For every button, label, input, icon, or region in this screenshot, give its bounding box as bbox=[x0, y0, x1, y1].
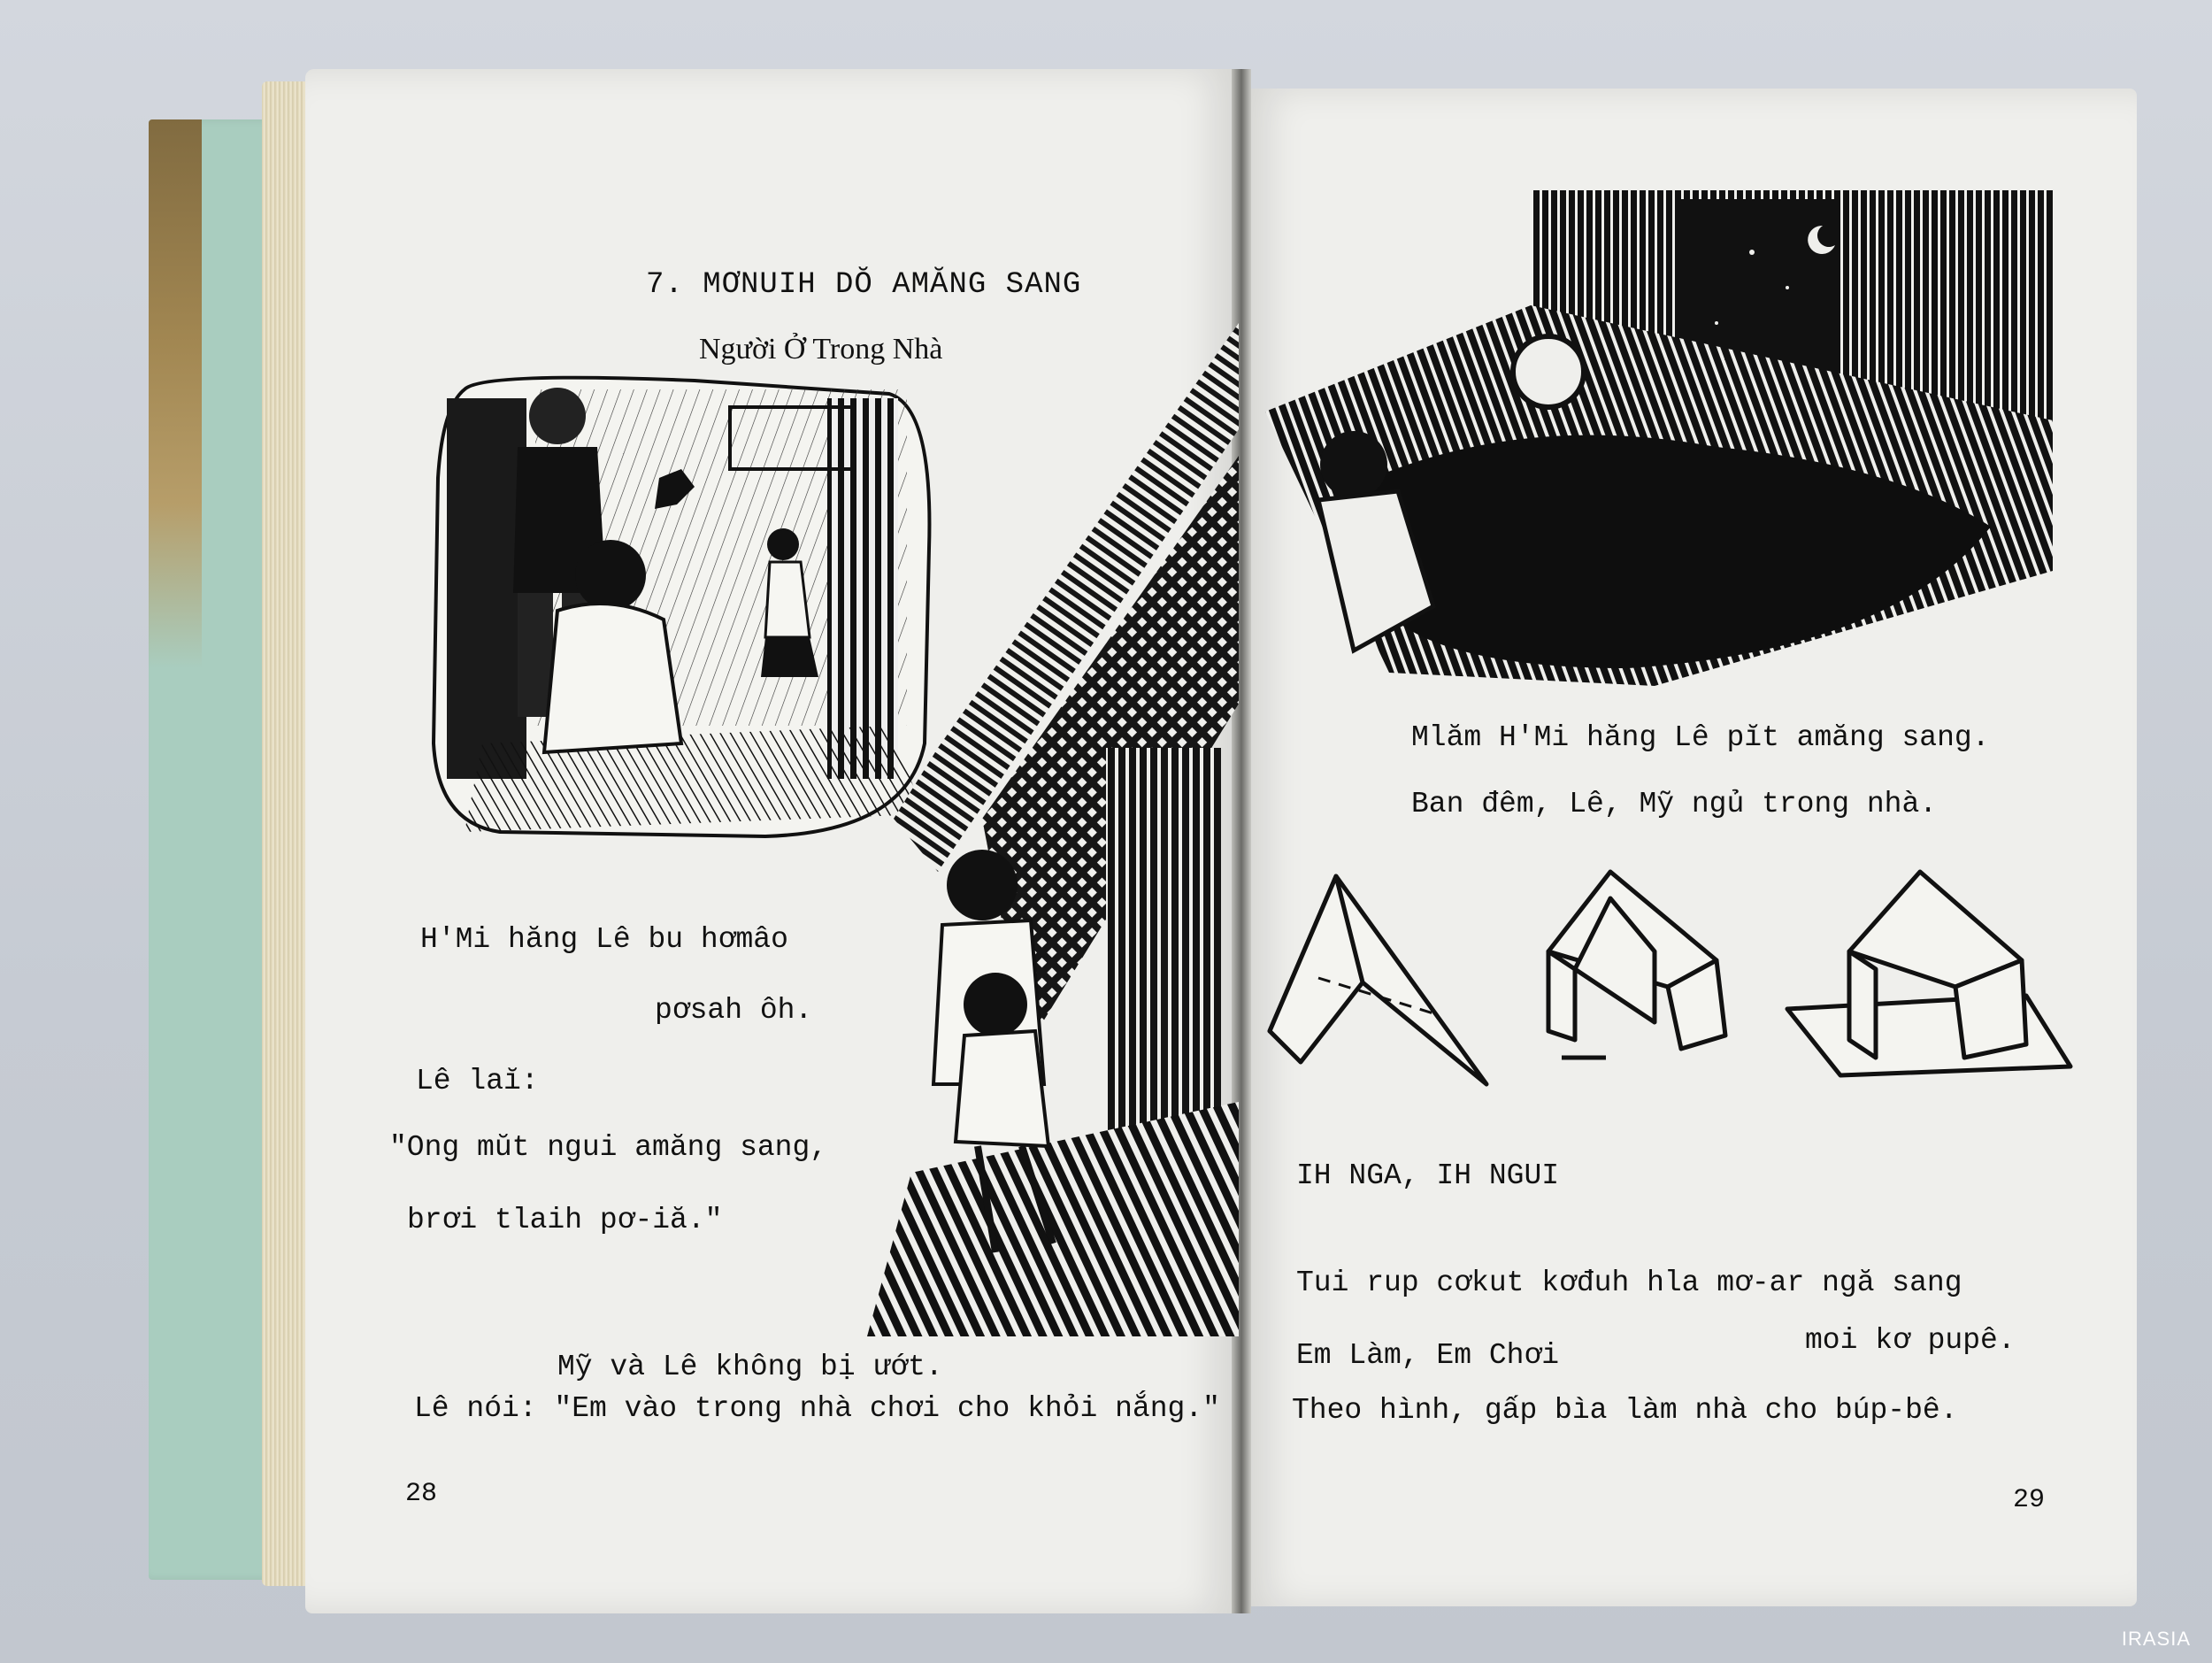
sleeping-night-illustration bbox=[1256, 190, 2053, 690]
left-text-line-3: Lê laĭ: bbox=[416, 1065, 539, 1097]
left-text-line-5: brơi tlaih pơ-iă." bbox=[407, 1204, 723, 1236]
lesson-subtitle: Người Ở Trong Nhà bbox=[699, 333, 943, 366]
page-number-right: 29 bbox=[2013, 1485, 2046, 1515]
page-number-left: 28 bbox=[405, 1479, 438, 1509]
stilt-house-illustration bbox=[832, 323, 1243, 1341]
left-caption-line-1: Mỹ và Lê không bị ướt. bbox=[557, 1351, 943, 1383]
left-caption-line-2: Lê nói: "Em vào trong nhà chơi cho khỏi nắng." bbox=[414, 1392, 1220, 1425]
left-text-line-1: H'Mi hăng Lê bu hơmâo bbox=[420, 923, 788, 956]
fold-step-2 bbox=[1548, 872, 1725, 1058]
fold-step-3 bbox=[1787, 872, 2070, 1075]
activity-heading: IH NGA, IH NGUI bbox=[1296, 1159, 1560, 1192]
water-stain bbox=[149, 119, 202, 668]
left-text-line-2: pơsah ôh. bbox=[655, 994, 813, 1027]
right-caption-line-2: Ban đêm, Lê, Mỹ ngủ trong nhà. bbox=[1411, 788, 1938, 820]
lesson-title: 7. MƠNUIH DŎ AMĂNG SANG bbox=[646, 268, 1082, 302]
paper-house-folding-diagrams bbox=[1265, 872, 2075, 1093]
fold-step-1 bbox=[1270, 876, 1486, 1084]
left-text-line-4: "Ong mŭt ngui amăng sang, bbox=[389, 1131, 828, 1164]
watermark: IRASIA bbox=[2121, 1628, 2191, 1650]
right-text-line-2: moi kơ pupê. bbox=[1805, 1324, 2016, 1357]
vietnamese-instruction: Theo hình, gấp bìa làm nhà cho búp-bê. bbox=[1292, 1394, 1958, 1427]
vietnamese-heading: Em Làm, Em Chơi bbox=[1296, 1339, 1560, 1372]
right-caption-line-1: Mlăm H'Mi hăng Lê pĭt amăng sang. bbox=[1411, 721, 1990, 754]
right-text-line-1: Tui rup cơkut kơđuh hla mơ-ar ngă sang bbox=[1296, 1266, 1962, 1299]
